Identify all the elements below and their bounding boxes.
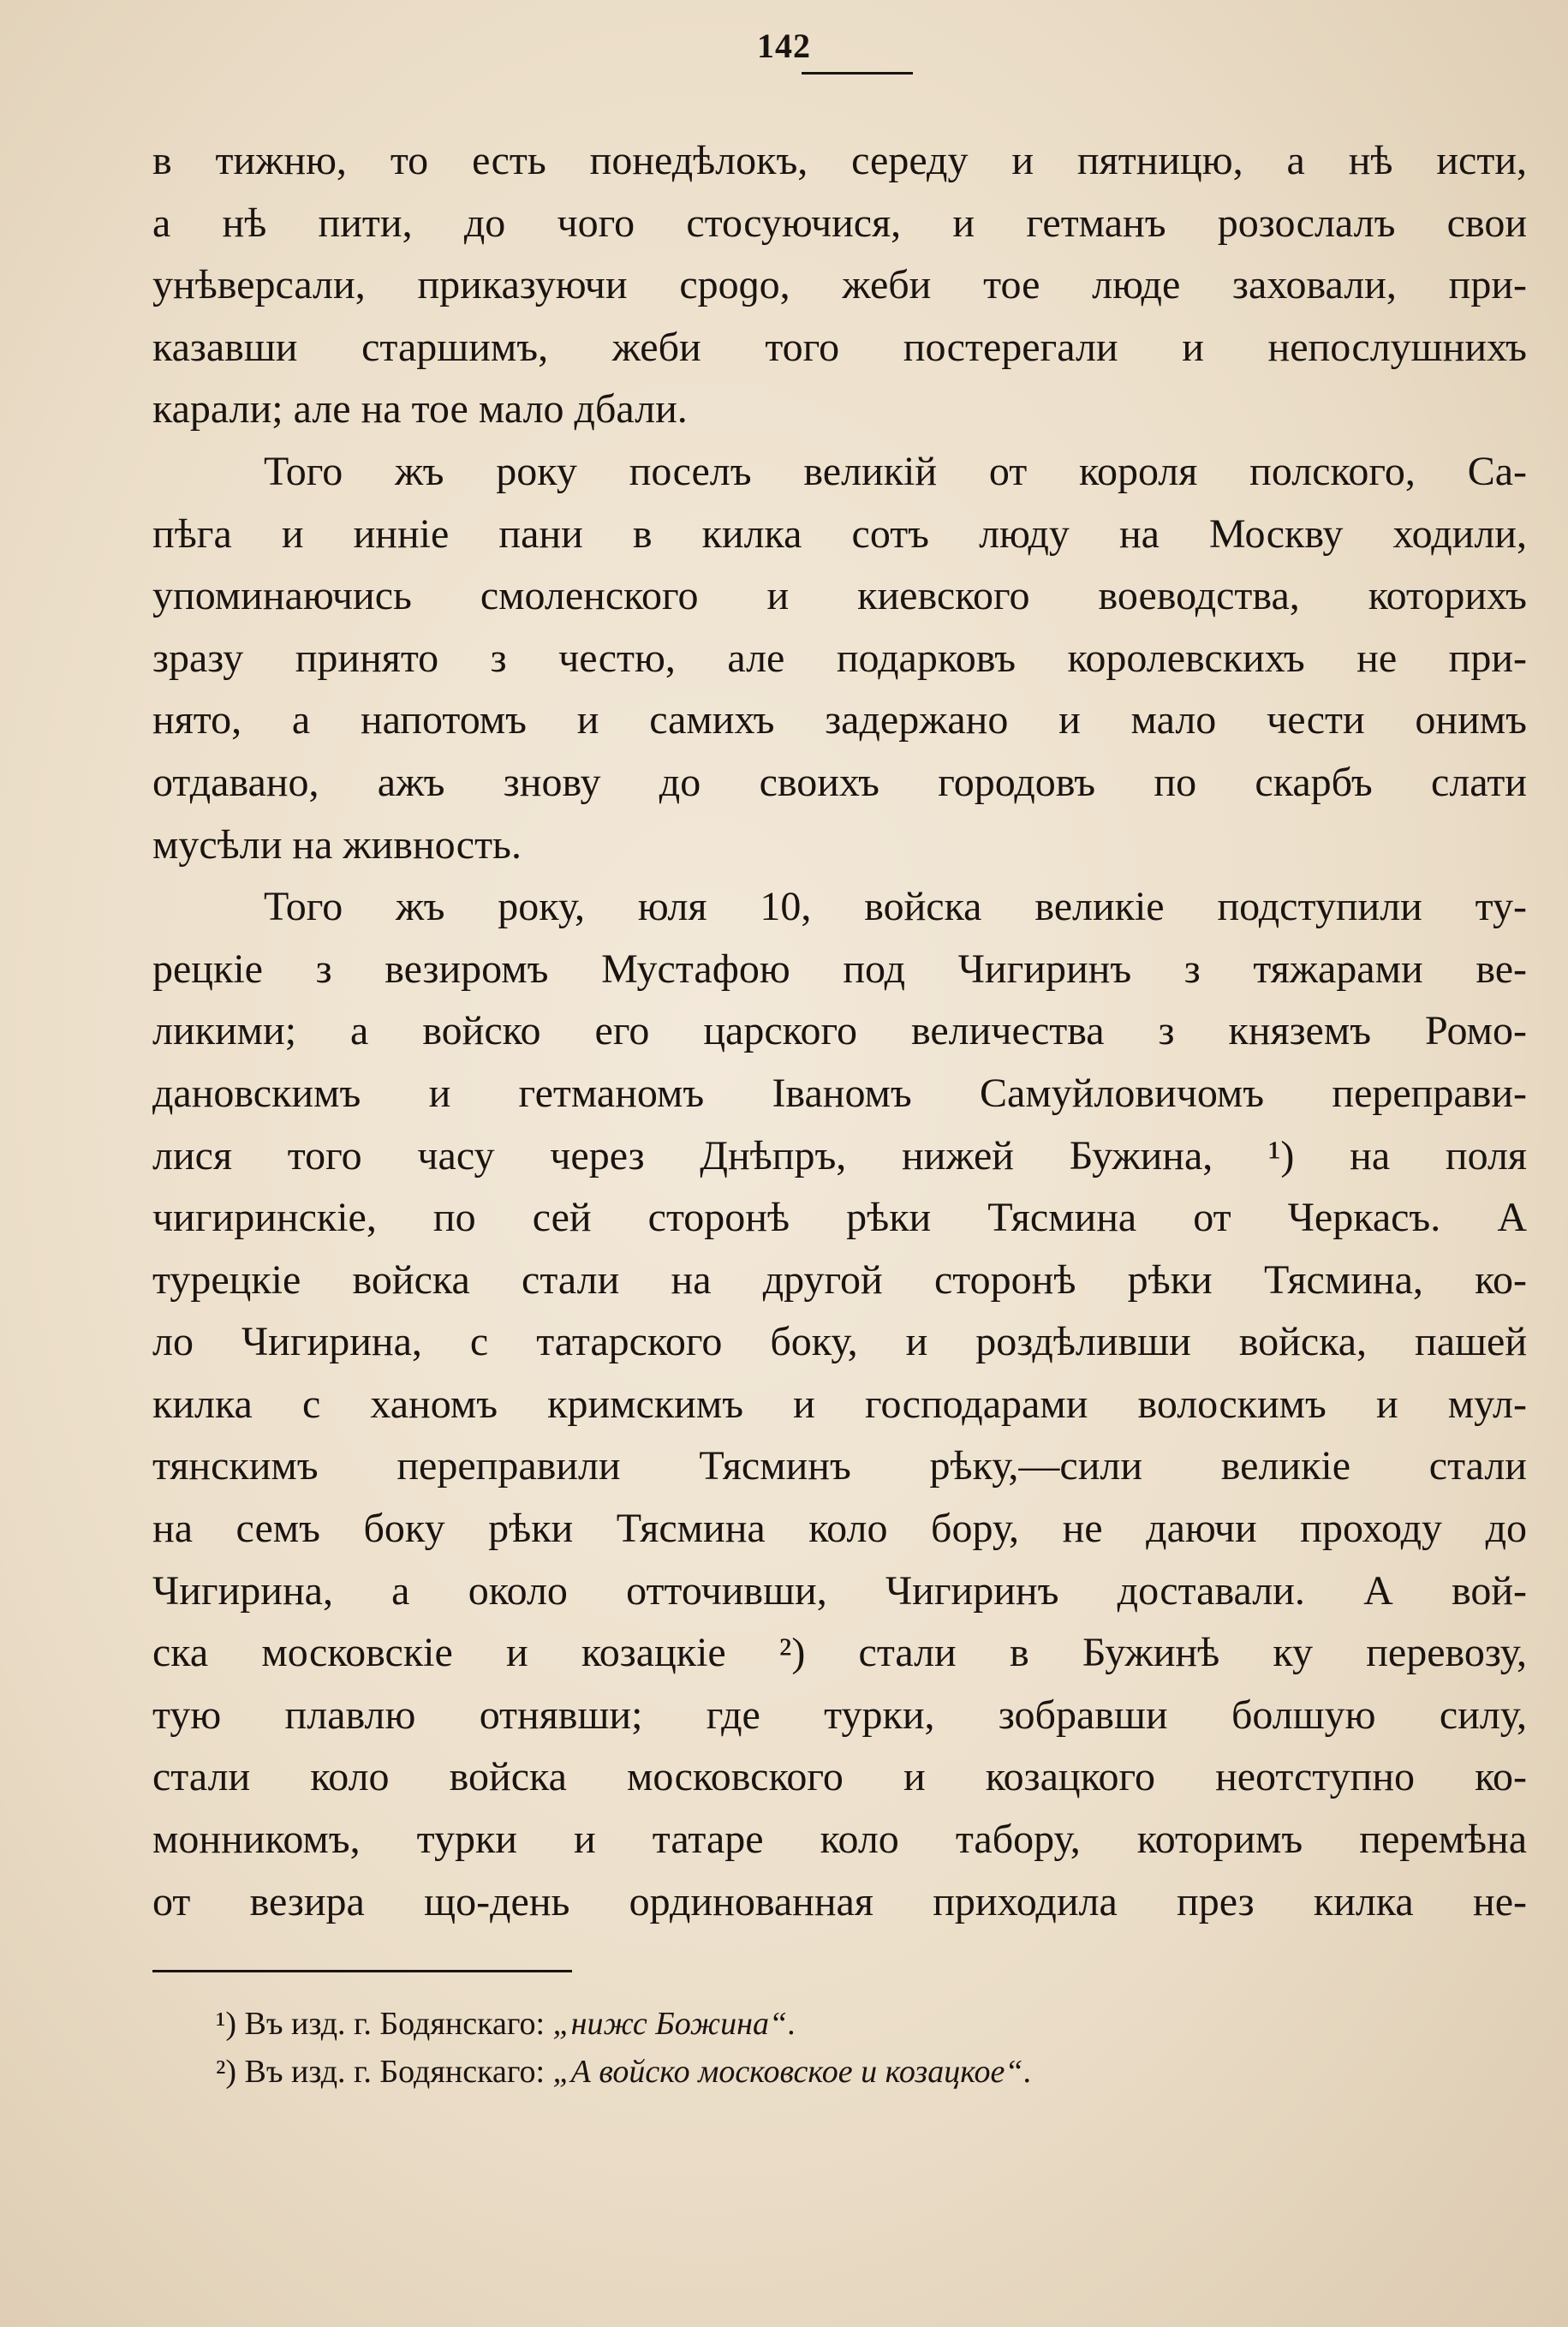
- text-line: ска московскіе и козацкіе ²) стали в Бужинѣ ку перевозу,: [152, 1630, 1527, 1676]
- footnotes: [216, 2000, 1458, 2096]
- text-line: отдавано, ажъ знову до своихъ городовъ по скарбъ слати: [152, 759, 1527, 805]
- text-line: монникомъ, турки и татаре коло табору, которимъ перемѣна: [152, 1817, 1527, 1863]
- text-line: упоминаючись смоленского и киевского воеводства, которихъ: [152, 573, 1527, 619]
- text-line: мусѣли на живность.: [152, 821, 522, 868]
- text-line: тянскимъ переправили Тясминъ рѣку,—сили великіе стали: [152, 1443, 1527, 1489]
- footnote-quote: „нижс Божина“: [552, 2006, 788, 2042]
- text-line: чигиринскіе, по сей сторонѣ рѣки Тясмина от Черкасъ. А: [152, 1195, 1527, 1241]
- text-line: тую плавлю отнявши; где турки, зобравши болшую силу,: [152, 1692, 1527, 1738]
- page-number: 142: [757, 27, 811, 65]
- text-line: дановскимъ и гетманомъ Іваномъ Самуйловичомъ переправи-: [152, 1070, 1527, 1116]
- text-line: в тижню, то есть понедѣлокъ, середу и пятницю, а нѣ исти,: [152, 138, 1527, 183]
- text-line: ло Чигирина, с татарского боку, и роздѣливши войска, пашей: [152, 1319, 1527, 1365]
- text-line: карали; але на тое мало дбали.: [152, 386, 688, 433]
- text-line: унѣверсали, приказуючи сроɡо, жеби тое люде заховали, при-: [152, 262, 1527, 308]
- text-line: на семъ боку рѣки Тясмина коло бору, не даючи проходу до: [152, 1506, 1527, 1552]
- footnote-prefix: Въ изд. г. Бодянскаго:: [244, 2006, 553, 2042]
- body-text: [152, 130, 1527, 1933]
- text-line: а нѣ пити, до чого стосуючися, и гетманъ розослалъ свои: [152, 200, 1527, 246]
- text-line: Того жъ року, юля 10, войска великіе подступили ту-: [264, 884, 1527, 930]
- footnote-marker: ¹): [216, 2006, 237, 2042]
- footnote-1: [216, 2000, 1458, 2048]
- footnote-prefix: Въ изд. г. Бодянскаго:: [244, 2054, 553, 2090]
- text-line: от везира що-день ординованная приходила през килка не-: [152, 1878, 1527, 1924]
- footnote-2: [216, 2048, 1458, 2096]
- footnote-suffix: .: [1022, 2054, 1032, 2090]
- text-line: стали коло войска московского и козацкого неотступно ко-: [152, 1754, 1527, 1800]
- text-line: Того жъ року поселъ великій от короля полского, Са-: [264, 448, 1527, 494]
- text-line: Чигирина, а около отточивши, Чигиринъ доставали. А вой-: [152, 1567, 1527, 1614]
- text-line: ликими; а войско его царского величества з княземъ Ромо-: [152, 1008, 1527, 1054]
- footnote-divider: [152, 1970, 572, 1972]
- text-line: нято, а напотомъ и самихъ задержано и мало чести онимъ: [152, 697, 1527, 743]
- footnote-marker: ²): [216, 2054, 237, 2090]
- text-line: зразу принято з честю, але подарковъ королевскихъ не при-: [152, 635, 1527, 681]
- text-line: пѣга и инніе пани в килка сотъ люду на Москву ходили,: [152, 510, 1527, 557]
- text-line: килка с ханомъ кримскимъ и господарами волоскимъ и мул-: [152, 1381, 1527, 1427]
- text-line: казавши старшимъ, жеби того постерегали и непослушнихъ: [152, 324, 1527, 370]
- footnote-quote: „А войско московское и козацкое“: [552, 2054, 1023, 2090]
- text-line: лися того часу через Днѣпръ, нижей Бужина, ¹) на поля: [152, 1132, 1527, 1178]
- page-number-underline: [802, 72, 913, 75]
- text-line: рецкіе з везиромъ Мустафою под Чигиринъ з тяжарами ве-: [152, 946, 1527, 992]
- text-line: турецкіе войска стали на другой сторонѣ рѣки Тясмина, ко-: [152, 1256, 1527, 1303]
- footnote-suffix: .: [787, 2006, 796, 2042]
